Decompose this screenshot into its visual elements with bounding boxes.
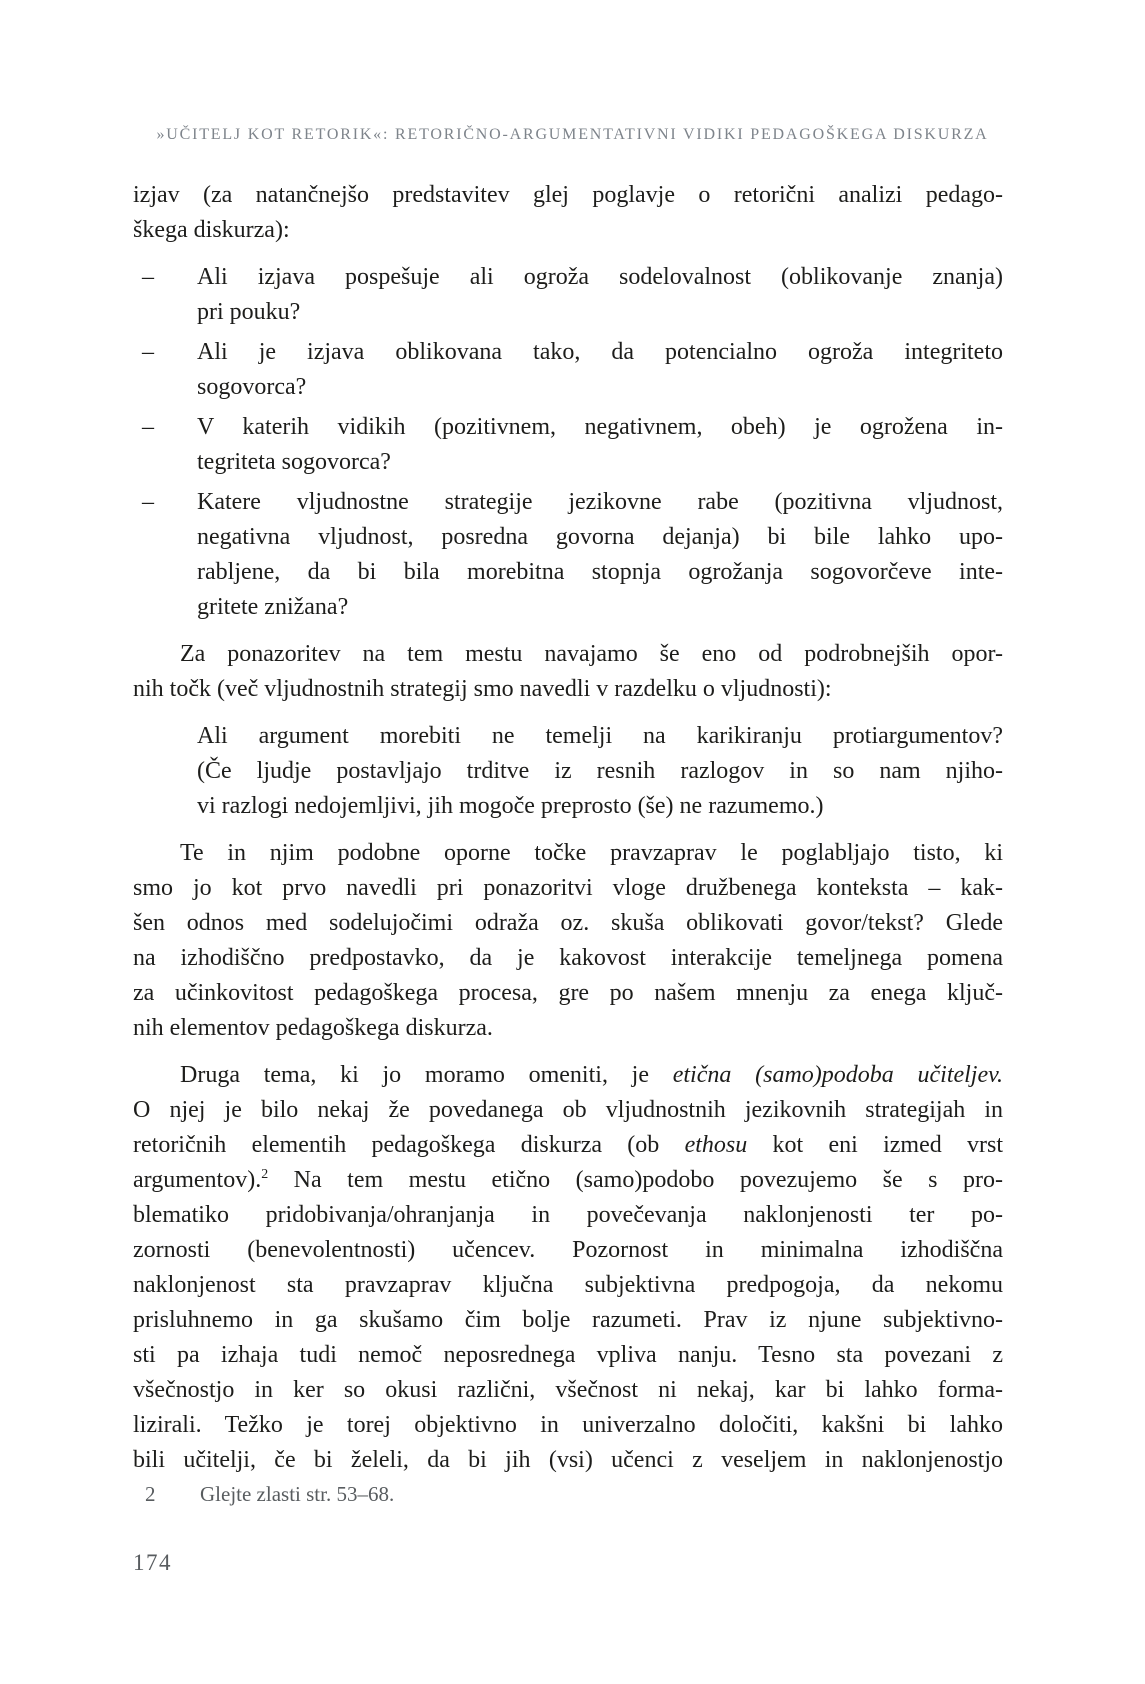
paragraph-intro <box>133 178 1003 248</box>
text-line: Katere vljudnostne strategije jezikovne rabe (pozitivna vljudnost, <box>197 489 1003 515</box>
text-line: blematiko pridobivanja/ohranjanja in povečevanja naklonjenosti ter po- <box>133 1202 1003 1228</box>
block-quote <box>197 719 1003 824</box>
text-line: sti pa izhaja tudi nemoč neposrednega vpliva nanju. Tesno sta povezani z <box>133 1342 1003 1368</box>
bullet-dash-marker: – <box>142 339 154 365</box>
text-line: O njej je bilo nekaj že povedanega ob vljudnostnih jezikovnih strategijah in <box>133 1097 1003 1123</box>
text-line: Ali izjava pospešuje ali ogroža sodelovalnost (oblikovanje znanja) <box>197 264 1003 290</box>
text-line: všečnostjo in ker so okusi različni, všečnost ni nekaj, kar bi lahko forma- <box>133 1377 1003 1403</box>
text-line: tegriteta sogovorca? <box>197 449 391 475</box>
text-line: za učinkovitost pedagoškega procesa, gre po našem mnenju za enega ključ- <box>133 980 1003 1006</box>
text-line: negativna vljudnost, posredna govorna dejanja) bi bile lahko upo- <box>197 524 1003 550</box>
text-line: Druga tema, ki jo moramo omeniti, je etična (samo)podoba učiteljev. <box>180 1062 1004 1088</box>
footnote-text: Glejte zlasti str. 53–68. <box>200 1482 395 1506</box>
text-line: pri pouku? <box>197 299 301 325</box>
bullet-dash-marker: – <box>142 414 154 440</box>
text-line: vi razlogi nedojemljivi, jih mogoče preprosto (še) ne razumemo.) <box>197 793 824 819</box>
text-line: rabljene, da bi bila morebitna stopnja ogrožanja sogovorčeve inte- <box>197 559 1003 585</box>
text-line: bili učitelji, če bi želeli, da bi jih (vsi) učenci z veseljem in naklonjenostjo <box>133 1447 1003 1473</box>
bullet-text <box>197 485 1003 625</box>
text-line: retoričnih elementih pedagoškega diskurza (ob ethosu kot eni izmed vrst <box>133 1132 1003 1158</box>
text-line: smo jo kot prvo navedli pri ponazoritvi vloge družbenega konteksta – kak- <box>133 875 1003 901</box>
text-line: zornosti (benevolentnosti) učencev. Pozornost in minimalna izhodiščna <box>133 1237 1003 1263</box>
text-line: lizirali. Težko je torej objektivno in univerzalno določiti, kakšni bi lahko <box>133 1412 1003 1438</box>
bullet-dash-marker: – <box>142 264 154 290</box>
text-line: sogovorca? <box>197 374 307 400</box>
bullet-item <box>133 260 1003 330</box>
text-line: škega diskurza): <box>133 217 290 243</box>
footnote-number: 2 <box>145 1482 156 1506</box>
text-line: Za ponazoritev na tem mestu navajamo še eno od podrobnejših opor- <box>180 641 1003 667</box>
text-line: šen odnos med sodelujočimi odraža oz. skuša oblikovati govor/tekst? Glede <box>133 910 1003 936</box>
bullet-text <box>197 335 1003 405</box>
bullet-item <box>133 485 1003 625</box>
paragraph-lead-in <box>133 637 1003 707</box>
bullet-list <box>133 260 1003 625</box>
text-line: argumentov).$^2$ Na tem mestu etično (samo)podobo povezujemo še s pro- <box>133 1167 1003 1193</box>
text-line: nih elementov pedagoškega diskurza. <box>133 1015 493 1041</box>
paragraph-second-theme <box>133 1058 1003 1478</box>
bullet-item <box>133 335 1003 405</box>
page-number: 174 <box>133 1550 172 1575</box>
footnote <box>133 1481 1003 1507</box>
paragraph-discussion <box>133 836 1003 1046</box>
page-body <box>133 178 1003 1478</box>
bullet-item <box>133 410 1003 480</box>
text-line: V katerih vidikih (pozitivnem, negativnem, obeh) je ogrožena in- <box>197 414 1003 440</box>
text-line: Te in njim podobne oporne točke pravzaprav le poglabljajo tisto, ki <box>180 840 1003 866</box>
bullet-text <box>197 260 1003 330</box>
running-header: »UČITELJ KOT RETORIK«: RETORIČNO-ARGUMENTATIVNI VIDIKI PEDAGOŠKEGA DISKURZA <box>156 126 989 143</box>
text-line: gritete znižana? <box>197 594 349 620</box>
text-line: Ali je izjava oblikovana tako, da potencialno ogroža integriteto <box>197 339 1003 365</box>
text-line: nih točk (več vljudnostnih strategij smo navedli v razdelku o vljudnosti): <box>133 676 832 702</box>
text-line: (Če ljudje postavljajo trditve iz resnih razlogov in so nam njiho- <box>197 758 1003 784</box>
text-line: izjav (za natančnejšo predstavitev glej poglavje o retorični analizi pedago- <box>133 182 1003 208</box>
text-line: Ali argument morebiti ne temelji na karikiranju protiargumentov? <box>197 723 1003 749</box>
bullet-text <box>197 410 1003 480</box>
bullet-dash-marker: – <box>142 489 154 515</box>
text-line: na izhodiščno predpostavko, da je kakovost interakcije temeljnega pomena <box>133 945 1003 971</box>
text-line: prisluhnemo in ga skušamo čim bolje razumeti. Prav iz njune subjektivno- <box>133 1307 1003 1333</box>
text-line: naklonjenost sta pravzaprav ključna subjektivna predpogoja, da nekomu <box>133 1272 1003 1298</box>
